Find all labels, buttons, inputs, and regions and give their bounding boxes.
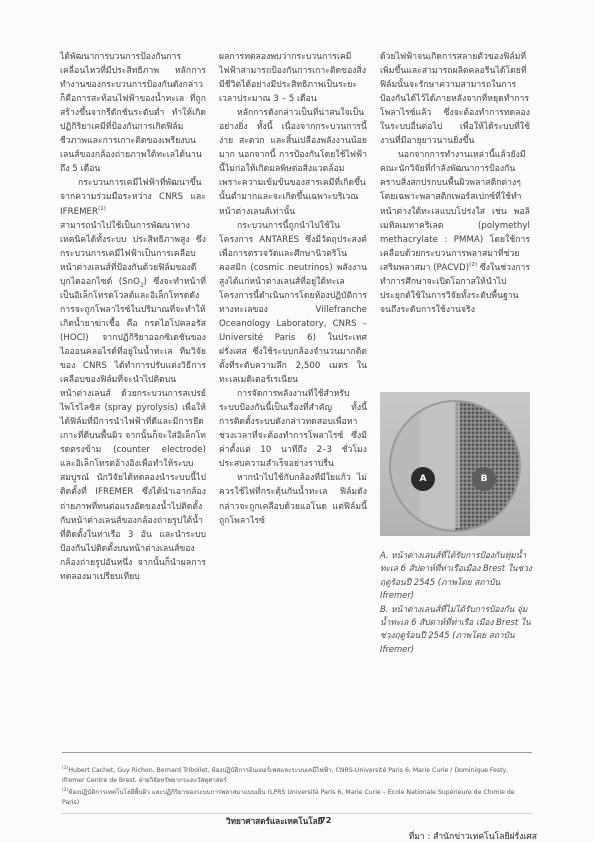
caption-b: B. หน้าต่างเลนส์ที่ไม่ได้รับการป้องกัน จุ่มน้ำทะเล 6 สัปดาห์ที่ท่าเรือ เมือง Brest ในช่วงฤดูร้อนปี 2545 (ภาพโดย สถาบัน Ifremer) (380, 603, 531, 654)
text-column-2 (219, 50, 367, 528)
source-credit: ที่มา : สำนักข่าวเทคโนโลยีฝรั่งเศส (408, 832, 537, 842)
text-column-1 (60, 50, 206, 584)
caption-a: A. หน้าต่างเลนส์ที่ได้รับการป้องกันทุ่มน้ำทะเล 6 สัปดาห์ที่ท่าเรือเมือง Brest ในช่วงฤดูร้อนปี 2545 (ภาพโดย สถาบัน Ifremer) (380, 550, 532, 601)
paragraph: หลักการดังกล่าวเป็นที่น่าสนใจเป็นอย่างยิ่ง ทั้งนี้ เนื่องจากกระบวนการนี้ง่าย สะดวก และสิ้นเปลืองพลังงานน้อยมาก นอกจากนี้ การป้องกันโดยใช้ไฟฟ้านี้ไม่ก่อให้เกิดมลพิษต่อสิ่งแวดล้อม เพราะความเข้มข้นของสารเคมีที่เกิดขึ้นนั้นต่ำมากและจะเกิดขึ้นเฉพาะบริเวณหน้าต่างเลนส์เท่านั้น (219, 108, 367, 217)
label-a-badge: A (411, 467, 435, 491)
paragraph: การจัดการพลังงานที่ใช้สำหรับระบบป้องกันนี้เป็นเรื่องที่สำคัญ ทั้งนี้ การติดตั้งระบบดังกล่าวทดสอบเพื่อหาช่วงเวลาที่จะต้องทำการโพลาไรซ์ ซึ่งมีค่าตั้งแต่ 10 นาทีถึง 2–3 ชั่วโมง ประสบความสำเร็จอย่างราบรื่น (219, 389, 367, 470)
paragraph: นอกจากการทำงานเหล่านี้แล้วยังมีคณะนักวิจัยที่กำลังพัฒนาการป้องกันคราบสิ่งสกปรกบนพื้นผิวพลาสติกต่างๆ โดยเฉพาะพลาสติกเพอร์สเปกซ์ที่ใช้ทำหน้าต่างใต้ทะเลแบบโปร่งใส เช่น พอลิเมทิลเมทาคริเลต (polymethyl methacrylate : PMMA) โดยใช้การเคลือบด้วยกระบวนการพลาสมาที่ช่วยเสริมพลาสมา (PACVD)$^{(2)}$ ซึ่งในช่วงการทำการศึกษาจะเปิดโอกาสให้นำไปประยุกต์ใช้ในการวิจัยทั้งระดับพื้นฐานจนถึงระดับการใช้งานจริง (380, 150, 530, 315)
paragraph: สามารถนำไปใช้เป็นการพัฒนาทางเทคนิคได้ทั้งระบบ ประสิทธิภาพสูง ซึ่งกระบวนการเคมีไฟฟ้าเป็นการเคลือบหน้าต่างเลนส์ที่ป้องกันด้วยฟิล์มของดีบุกไดออกไซด์ (SnO$_2$) ซึ่งจะทำหน้าที่เป็นอิเล็กโทรดโวลต์และอิเล็กโทรดดังการจะถูกโพลาไรซ์ในปริมาณที่จะทำให้เกิดน้ำยาฆ่าเชื้อ คือ กรดไฮโปคลอรัส (HOCl) จากปฏิกิริยาออกซิเดชันของไอออนคลอไรด์ที่อยู่ในน้ำทะเล ทีมวิจัยของ CNRS ได้ทำการปรับแต่งวิธีการเคลือบของฟิล์มที่จะนำไปติดบนหน้าต่างเลนส์ ด้วยกระบวนการสเปรย์ไพโรไลซิส (spray pyrolysis) เพื่อให้ได้ฟิล์มที่มีการนำไฟฟ้าที่ดีและมีการยึดเกาะที่ดีบนพื้นผิว จากนั้นก็จะใส่อิเล็กโทรดตรงข้าม (counter electrode) และอิเล็กโทรดอ้างอิงเพื่อทำให้ระบบสมบูรณ์ นักวิจัยได้ทดลองนำระบบนี้ไปติดตั้งที่ IFREMER ซึ่งได้นำเอากล้องถ่ายภาพที่ทนต่อแรงอัดของน้ำไปติดตั้งกับหน้าต่างเลนส์ของกล้องถ่ายรูปใต้น้ำที่ติดตั้งในท่าเรือ 3 อัน และนำระบบป้องกันไปติดตั้งบนหน้าต่างเลนส์ของกล้องถ่ายรูปอันหนึ่ง จากนั้นก็นำผลการทดลองมาเปรียบเทียบ (60, 220, 206, 582)
footnotes (62, 764, 532, 808)
footnote-1: $^{(1)}$Hubert Cachet, Guy Richon, Bernard Tribollet, ห้องปฏิบัติการอินเตอร์เฟสและระบบเคมีไฟฟ้า, CNRS-Université Paris 6, Marie Curie / Dominique Festy, Ifremer Centre de Brest, ฝ่ายวิจัยทรัพยากรและวัสดุศาสตร์ (62, 766, 509, 784)
paragraph: ด้วยไฟฟ้าจนเกิดการสลายตัวของฟิล์มที่เพิ่มขึ้นและสามารถผลิตคลอรีนได้โดยที่ฟิล์มนั้นจะรักษาความสามารถในการป้องกันได้ไว้ได้ภายหลังจากที่หยุดทำการโพลาไรซ์แล้ว ซึ่งจะต้องทำการทดลองในระบบอื่นต่อไป เพื่อให้ได้ระบบที่ใช้งานที่มีอายุยาวนานยิ่งขึ้น (380, 52, 530, 147)
label-b-badge: B (472, 467, 496, 491)
paragraph: หากนำไปใช้กับกล้องที่มีใยแก้ว ไม่ควรใช้ไฟที่กระตุ้นกันน้ำทะเล ฟิล์มดังกล่าวจะถูกเคลือบด้วยแอโนด แต่ฟิล์มนี้ถูกโพลาไรซ์ (219, 473, 367, 526)
footnote-2: $^{(2)}$ห้องปฏิบัติการเทคโนโลยีพื้นผิว และปฏิกิริยาของระบบการพลาสมาแบบเย็น (LPRS Université Paris 6, Marie Curie – Ecole Nationale Supérieure de Chimie de Paris) (62, 788, 515, 806)
journal-name: วิทยาศาสตร์และเทคโนโลยี (226, 816, 323, 826)
footer-divider (62, 813, 532, 814)
paragraph: กระบวนการเคมีไฟฟ้าที่พัฒนาขึ้นจากความร่วมมือระหว่าง CNRS และ IFREMER$^{(1)}$ (60, 178, 206, 217)
lens-comparison-photo (380, 392, 530, 536)
photo-graphic (380, 392, 530, 536)
photo-caption (380, 549, 532, 656)
footnote-ref: (1) (98, 205, 106, 212)
text-column-3 (380, 50, 530, 317)
footnote-ref: (2) (469, 261, 478, 268)
paragraph: กระบวนการนี้ถูกนำไปใช้ในโครงการ ANTARES ซึ่งมีวัตถุประสงค์เพื่อการตรวจวัดและศึกษานิวตริโนคอสมิก (cosmic neutrinos) พลังงานสูงได้แก่หน้าต่างเลนส์ที่อยู่ใต้ทะเล โครงการนี้ดำเนินการโดยห้องปฏิบัติการทางทะเลของ Villefranche Oceanology Laboratory, CNRS – Université Paris 6) ในประเทศฝรั่งเศส ซึ่งใช้ระบบกล้องจำนวนมากติดตั้งที่ระดับความลึก 2,500 เมตร ในทะเลเมดิเตอร์เรเนียน (219, 220, 367, 386)
paragraph: ผลการทดลองพบว่ากระบวนการเคมีไฟฟ้าสามารถป้องกันการเกาะติดของสิ่งมีชีวิตได้อย่างมีประสิทธิภาพเป็นระยะเวลาประมาณ 3 – 5 เดือน (219, 52, 367, 105)
page-number: 72 (320, 815, 332, 825)
footnote-divider (62, 752, 532, 753)
paragraph: ได้พัฒนาการบวนการป้องกันการเคลื่อนไหวที่มีประสิทธิภาพ หลักการทำงานของกระบวนการป้องกันดังกล่าวก็คือการสะท้อนไฟฟ้าของน้ำทะเล ที่ถูกสร้างขึ้นจากรีดักชั่นระดับต่ำ ทำให้เกิดปฏิกิริยาเคมีที่ป้องกันการเกิดฟิล์มชีวภาพและการเกาะติดของเพรียงบนเลนส์ของกล้องถ่ายภาพใต้ทะเลได้นานถึง 5 เดือน (60, 52, 206, 175)
subscript: 2 (139, 282, 144, 289)
